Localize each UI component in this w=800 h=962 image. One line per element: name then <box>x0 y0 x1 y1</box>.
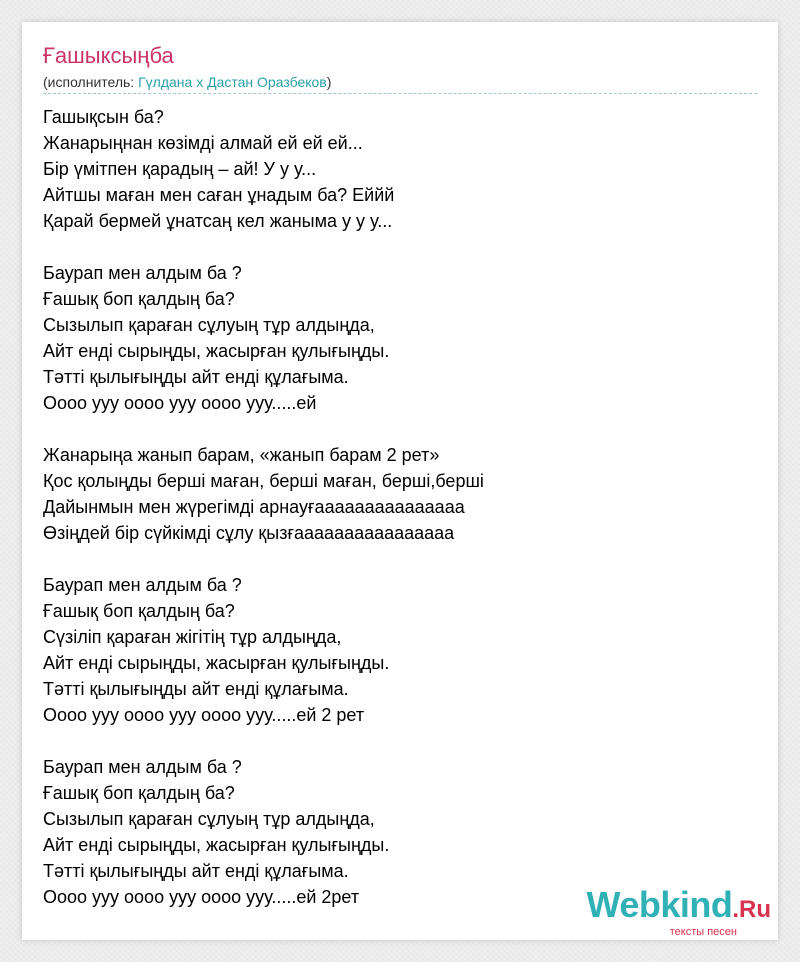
artist-prefix: (исполнитель: <box>43 74 139 90</box>
artist-suffix: ) <box>326 74 332 90</box>
title-divider <box>43 93 757 94</box>
site-logo[interactable] <box>586 884 771 938</box>
lyric-line: Тәтті қылығыңды айт енді құлағыма. <box>43 367 349 387</box>
stanza-gap <box>43 728 757 754</box>
lyric-line: Өзіңдей бір сүйкімді сұлу қызғаааааааааааааааа <box>43 523 455 543</box>
stanza-gap <box>43 234 757 260</box>
artist-line <box>43 73 331 91</box>
lyric-line: Сызылып қараған сұлуың тұр алдыңда, <box>43 315 375 335</box>
lyric-line: Оооо ууу оооо ууу оооо ууу.....ей 2 рет <box>43 705 365 725</box>
logo-wordmark <box>586 884 771 928</box>
lyric-line: Жанарыңа жанып барам, «жанып барам 2 рет» <box>43 445 440 465</box>
lyric-line: Ғашық боп қалдың ба? <box>43 289 235 309</box>
artist-link[interactable]: Гүлдана х Дастан Оразбеков <box>138 74 327 90</box>
lyric-line: Сызылып қараған сұлуың тұр алдыңда, <box>43 809 375 829</box>
lyric-line: Дайынмын мен жүрегімді арнауғааааааааааааааа <box>43 497 465 517</box>
lyric-line: Ғашық боп қалдың ба? <box>43 601 235 621</box>
lyric-line: Айтшы маған мен саған ұнадым ба? Еййй <box>43 185 395 205</box>
lyric-line: Сүзіліп қараған жігітің тұр алдыңда, <box>43 627 342 647</box>
stanza-gap <box>43 416 757 442</box>
lyric-line: Айт енді сырыңды, жасырған қулығыңды. <box>43 341 390 361</box>
stanza-gap <box>43 546 757 572</box>
lyric-line: Қос қолыңды берші маған, берші маған, берші,берші <box>43 471 484 491</box>
song-title: Ғашыксыңба <box>43 43 174 68</box>
lyric-line: Баурап мен алдым ба ? <box>43 263 242 283</box>
logo-name: Webkind <box>586 884 733 925</box>
lyrics-body <box>43 104 757 910</box>
lyric-line: Гашықсын ба? <box>43 107 164 127</box>
lyric-line: Ғашық боп қалдың ба? <box>43 783 235 803</box>
logo-tagline: тексты песен <box>669 926 737 938</box>
lyric-line: Баурап мен алдым ба ? <box>43 575 242 595</box>
logo-tld: .Ru <box>732 896 771 923</box>
lyric-line: Оооо ууу оооо ууу оооо ууу.....ей 2рет <box>43 887 360 907</box>
lyrics-card <box>22 22 778 940</box>
lyric-line: Айт енді сырыңды, жасырған қулығыңды. <box>43 653 390 673</box>
lyric-line: Айт енді сырыңды, жасырған қулығыңды. <box>43 835 390 855</box>
lyric-line: Жанарыңнан көзімді алмай ей ей ей... <box>43 133 363 153</box>
lyric-line: Бір үмітпен қарадың – ай! У у у... <box>43 159 317 179</box>
lyric-line: Баурап мен алдым ба ? <box>43 757 242 777</box>
lyric-line: Қарай бермей ұнатсаң кел жаныма у у у... <box>43 211 393 231</box>
lyric-line: Оооо ууу оооо ууу оооо ууу.....ей <box>43 393 317 413</box>
lyric-line: Тәтті қылығыңды айт енді құлағыма. <box>43 679 349 699</box>
lyric-line: Тәтті қылығыңды айт енді құлағыма. <box>43 861 349 881</box>
